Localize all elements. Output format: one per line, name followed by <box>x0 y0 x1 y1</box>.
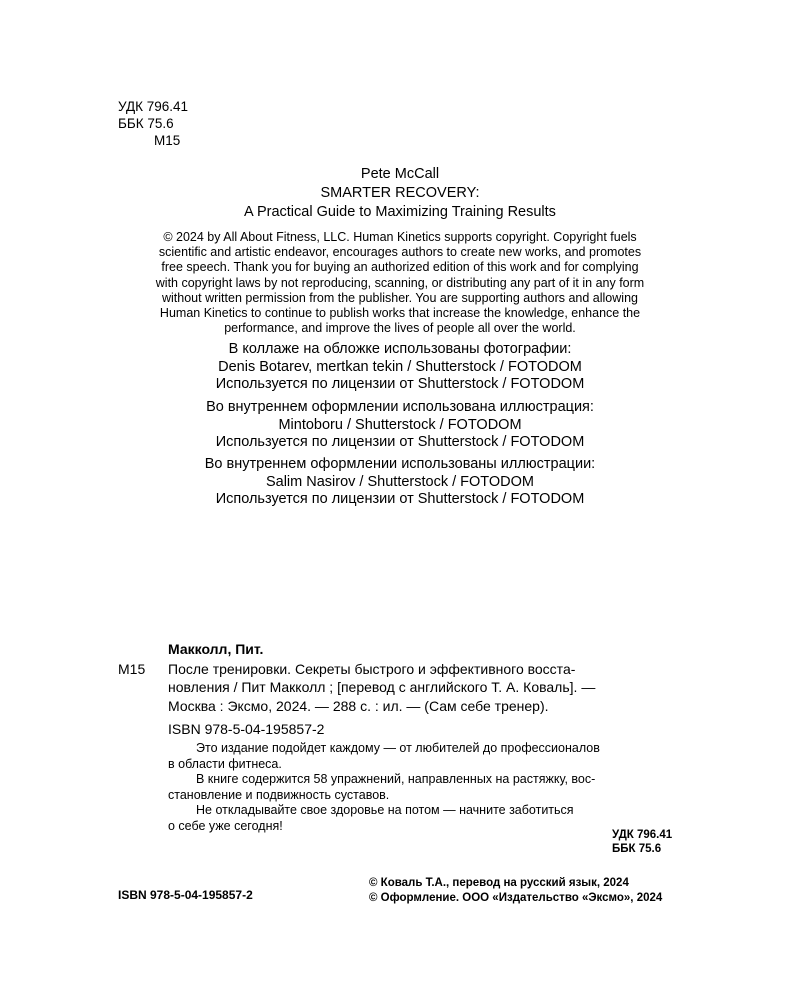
copyright-notice <box>120 230 680 336</box>
bib-line: Москва : Эксмо, 2024. — 288 с. : ил. — (Сам себе тренер). <box>168 697 549 714</box>
credit-license: Используется по лицензии от Shutterstock / FOTODOM <box>215 491 585 507</box>
design-copyright: © Оформление. ООО «Издательство «Эксмо», 2024 <box>369 892 663 904</box>
credit-names: Salim Nasirov / Shutterstock / FOTODOM <box>265 473 535 490</box>
bbk-code: ББК 75.6 <box>118 116 174 131</box>
author-sign: М15 <box>154 133 181 148</box>
classification-codes <box>118 98 188 149</box>
credit-names: Mintoboru / Shutterstock / FOTODOM <box>278 416 522 433</box>
annotation-line: Это издание подойдет каждому — от любителей до профессионалов <box>196 741 600 755</box>
original-subtitle: A Practical Guide to Maximizing Training Results <box>244 204 556 220</box>
footer-classification <box>612 828 672 856</box>
bibliographic-isbn: ISBN 978-5-04-195857-2 <box>168 721 325 737</box>
interior-illustrations-credit <box>100 456 700 509</box>
copyright-line: with copyright laws by not reproducing, scanning, or distributing any part of it in any form <box>155 275 645 290</box>
bibliographic-description <box>168 660 682 715</box>
copyright-line: © 2024 by All About Fitness, LLC. Human Kinetics supports copyright. Copyright fuels <box>163 230 637 244</box>
footer-copyrights <box>369 876 662 906</box>
copyright-line: Human Kinetics to continue to publish works that increase the knowledge, enhance the <box>159 306 641 321</box>
annotation-line: о себе уже сегодня! <box>168 818 283 833</box>
annotation-line: в области фитнеса. <box>168 756 282 771</box>
credit-license: Используется по лицензии от Shutterstock / FOTODOM <box>215 376 585 392</box>
translation-copyright: © Коваль Т.А., перевод на русский язык, 2024 <box>369 877 629 889</box>
credit-heading: Во внутреннем оформлении использована иллюстрация: <box>206 399 594 415</box>
cover-photo-credits <box>100 341 700 394</box>
credit-license: Используется по лицензии от Shutterstock / FOTODOM <box>215 434 585 450</box>
footer-bbk: ББК 75.6 <box>612 843 662 855</box>
credit-heading: Во внутреннем оформлении использованы иллюстрации: <box>204 456 596 472</box>
annotation <box>168 741 682 834</box>
copyright-line: performance, and improve the lives of people all over the world. <box>224 321 576 336</box>
bibliographic-sign: М15 <box>118 661 146 677</box>
credit-names: Denis Botarev, mertkan tekin / Shutterstock / FOTODOM <box>218 358 582 375</box>
annotation-line: Не откладывайте свое здоровье на потом — начните заботиться <box>196 803 574 817</box>
original-title-block <box>100 165 700 222</box>
original-author: Pete McCall <box>360 166 440 182</box>
footer-isbn: ISBN 978-5-04-195857-2 <box>118 888 253 902</box>
annotation-line: В книге содержится 58 упражнений, направленных на растяжку, вос- <box>196 772 596 786</box>
interior-illustration-credit <box>100 399 700 452</box>
annotation-line: становление и подвижность суставов. <box>168 787 390 802</box>
credit-heading: В коллаже на обложке использованы фотографии: <box>228 341 572 357</box>
copyright-line: without written permission from the publisher. You are supporting authors and allowing <box>162 290 638 305</box>
bibliographic-author: Макколл, Пит. <box>168 641 264 657</box>
bib-line: После тренировки. Секреты быстрого и эффективного восста- <box>168 661 576 677</box>
footer-udk: УДК 796.41 <box>612 829 673 841</box>
copyright-line: free speech. Thank you for buying an authorized edition of this work and for complying <box>161 260 639 275</box>
copyright-line: scientific and artistic endeavor, encourages authors to create new works, and promotes <box>158 245 642 260</box>
bib-line: новления / Пит Макколл ; [перевод с английского Т. А. Коваль]. — <box>168 679 596 696</box>
udk-code: УДК 796.41 <box>118 99 189 114</box>
original-title: SMARTER RECOVERY: <box>320 185 480 201</box>
